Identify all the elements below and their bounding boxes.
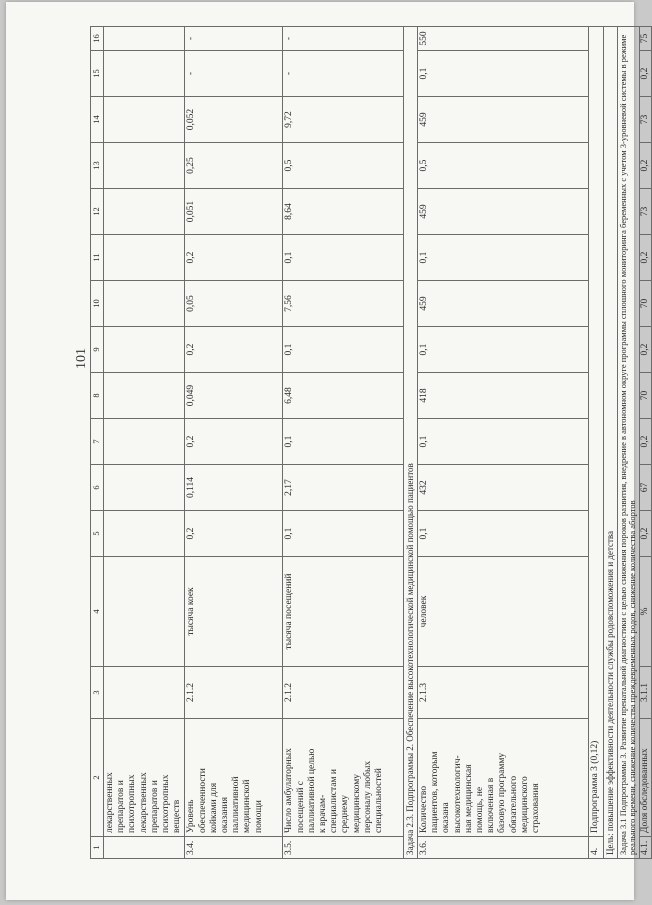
value-cell: 0,1: [418, 51, 589, 97]
indicator-name: Уровень обеспеченности койками для оказания паллиативной медицинской помощи: [185, 719, 283, 837]
value-cell: 73: [640, 97, 652, 143]
header-col-5: 5: [91, 511, 104, 557]
table-row-3-6: [418, 27, 589, 859]
header-col-1: 1: [91, 837, 104, 859]
unit: человек: [418, 557, 589, 667]
value-cell: 0,2: [640, 143, 652, 189]
value-cell: -: [283, 27, 404, 51]
value-cell: 0,052: [185, 97, 283, 143]
value-cell: 7,56: [283, 281, 404, 327]
value-cell: 2,17: [283, 465, 404, 511]
unit: тысяча коек: [185, 557, 283, 667]
header-col-9: 9: [91, 327, 104, 373]
value-cell: 0,25: [185, 143, 283, 189]
header-col-6: 6: [91, 465, 104, 511]
header-col-16: 16: [91, 27, 104, 51]
table-row-4: [589, 27, 604, 859]
value-cell: 0,2: [640, 419, 652, 465]
value-cell: 0,1: [283, 511, 404, 557]
value-cell: 0,1: [418, 511, 589, 557]
header-col-12: 12: [91, 189, 104, 235]
indicator-name-continued: лекарственных препаратов и психотропных лекарственных препаратов и психотропных веществ: [104, 719, 185, 837]
value-cell: -: [185, 27, 283, 51]
table-row-3-4: [185, 27, 283, 859]
value-cell: 70: [640, 281, 652, 327]
task-heading: Задача 2.3. Подпрограммы 2. Обеспечение высокотехнологической медицинской помощью пациентов: [404, 27, 418, 859]
task-heading: Задача 3.1 Подпрограммы 3. Развитие пренатальной диагностики с целью снижения пороков развития, внедрение в автономном округе программы сплошного мониторинга беременных с учетом 3-уровневой системы в режиме реального времени, снижение количества преждевременных родов, снижение количества абортов: [617, 27, 640, 859]
value-cell: 73: [640, 189, 652, 235]
value-cell: 67: [640, 465, 652, 511]
row-number: 3.6.: [418, 837, 589, 859]
header-col-2: 2: [91, 719, 104, 837]
value-cell: 70: [640, 373, 652, 419]
value-cell: 459: [418, 281, 589, 327]
value-cell: 0,2: [185, 327, 283, 373]
value-cell: 0,1: [418, 327, 589, 373]
value-cell: 0,5: [418, 143, 589, 189]
value-cell: 0,114: [185, 465, 283, 511]
value-cell: -: [185, 51, 283, 97]
task-row-3-1: [617, 27, 640, 859]
goal-row: [604, 27, 618, 859]
header-col-3: 3: [91, 667, 104, 719]
value-cell: 0,1: [283, 327, 404, 373]
value-cell: 0,05: [185, 281, 283, 327]
indicator-code: 3.1.1: [640, 667, 652, 719]
row-number: 4.1.: [640, 837, 652, 859]
value-cell: 0,2: [185, 235, 283, 281]
header-col-14: 14: [91, 97, 104, 143]
header-col-10: 10: [91, 281, 104, 327]
indicator-name: Число амбулаторных посещений с паллиативной целью к врачам- специалистам и среднему медицинскому персоналу любых специальностей: [283, 719, 404, 837]
indicator-table-rotated: [90, 31, 651, 859]
table-row-4-1: [640, 27, 652, 859]
row-number: 4.: [589, 837, 604, 859]
value-cell: 0,2: [640, 51, 652, 97]
value-cell: 0,1: [283, 419, 404, 465]
value-cell: -: [283, 51, 404, 97]
unit: %: [640, 557, 652, 667]
header-col-4: 4: [91, 557, 104, 667]
value-cell: 8,64: [283, 189, 404, 235]
unit: тысяча посещений: [283, 557, 404, 667]
header-col-13: 13: [91, 143, 104, 189]
value-cell: 0,1: [283, 235, 404, 281]
indicator-table: [90, 26, 652, 859]
table-row-continued: [104, 27, 185, 859]
value-cell: 6,48: [283, 373, 404, 419]
value-cell: 0,1: [418, 419, 589, 465]
value-cell: 0,1: [418, 235, 589, 281]
indicator-code: 2.1.2: [185, 667, 283, 719]
document-page: [6, 2, 651, 900]
header-col-7: 7: [91, 419, 104, 465]
page-number: 101: [74, 348, 89, 369]
value-cell: 418: [418, 373, 589, 419]
value-cell: 0,2: [640, 511, 652, 557]
row-number: 3.5.: [283, 837, 404, 859]
row-number: 3.4.: [185, 837, 283, 859]
goal-heading: Цель: повышение эффективности деятельности службы родовспоможения и детства: [604, 27, 618, 859]
header-col-15: 15: [91, 51, 104, 97]
value-cell: 0,2: [185, 511, 283, 557]
indicator-name: Доля обследованных: [640, 719, 652, 837]
header-row: [91, 27, 104, 859]
value-cell: 9,72: [283, 97, 404, 143]
indicator-code: 2.1.3: [418, 667, 589, 719]
value-cell: 0,2: [640, 327, 652, 373]
value-cell: 432: [418, 465, 589, 511]
indicator-code: 2.1.2: [283, 667, 404, 719]
value-cell: 0,5: [283, 143, 404, 189]
value-cell: 459: [418, 189, 589, 235]
value-cell: 0,2: [185, 419, 283, 465]
value-cell: 0,049: [185, 373, 283, 419]
indicator-name: Количество пациентов, которым оказана высокотехнологич- ная медицинская помощь, не включенная в базовую программу обязательного медицинского страхования: [418, 719, 589, 837]
value-cell: 0,2: [640, 235, 652, 281]
value-cell: 459: [418, 97, 589, 143]
header-col-8: 8: [91, 373, 104, 419]
table-row-3-5: [283, 27, 404, 859]
subprogram-title: Подпрограмма 3 (0,12): [589, 27, 604, 837]
value-cell: 550: [418, 27, 589, 51]
value-cell: 75: [640, 27, 652, 51]
value-cell: 0,051: [185, 189, 283, 235]
header-col-11: 11: [91, 235, 104, 281]
task-row-2-3: [404, 27, 418, 859]
